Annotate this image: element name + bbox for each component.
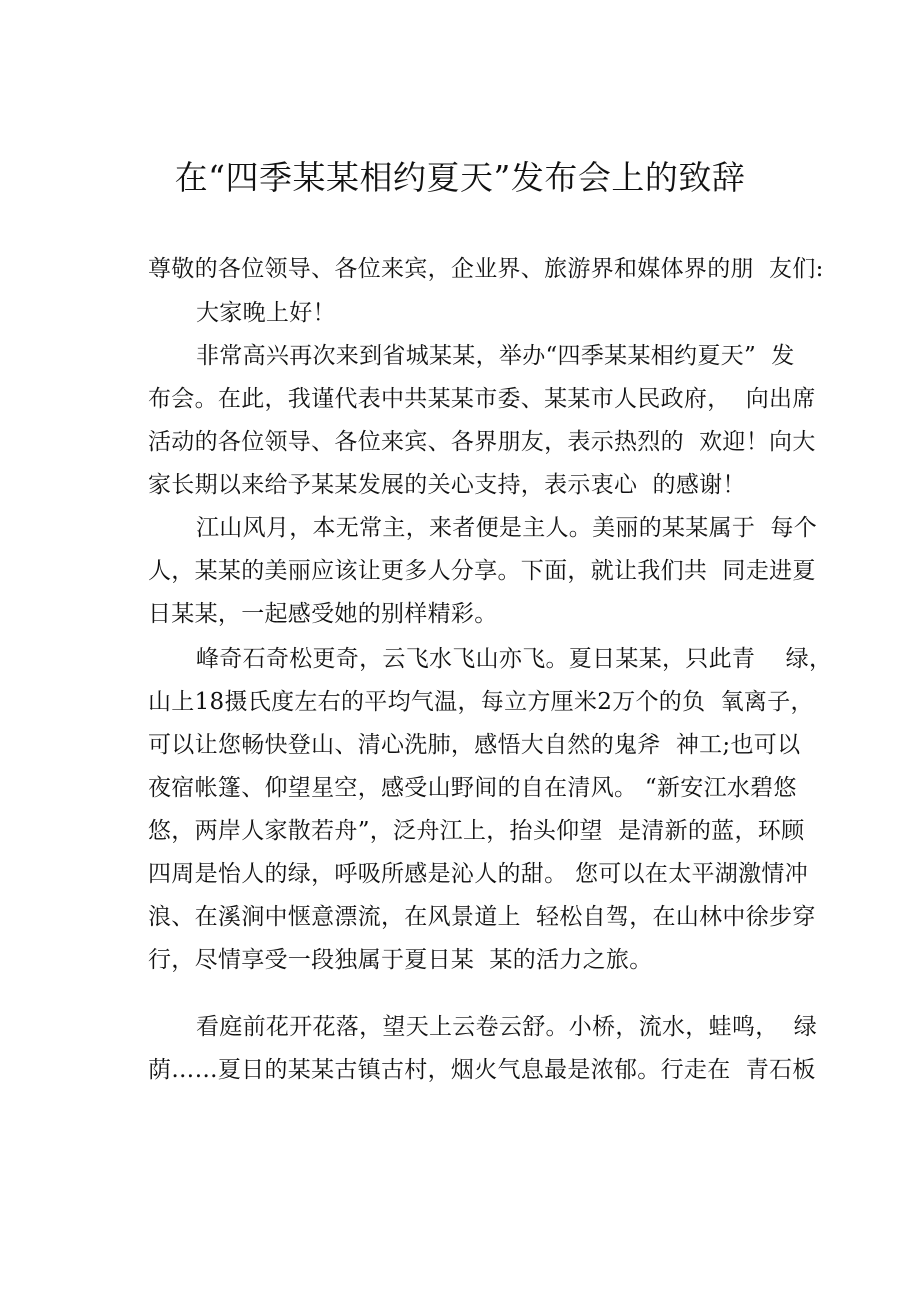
paragraph-4-line-2: 荫……夏日的某某古镇古村，烟火气息最是浓郁。行走在 青石板 [148, 1057, 816, 1083]
paragraph-4-line-1: 看庭前花开花落，望天上云卷云舒。小桥，流水，蛙鸣， 绿 [196, 1014, 818, 1040]
paragraph-3-line-8: 行，尽情享受一段独属于夏日某 某的活力之旅。 [148, 947, 653, 973]
paragraph-3-line-3: 可以让您畅快登山、清心洗肺，感悟大自然的鬼斧 神工;也可以 [148, 732, 801, 758]
paragraph-1-line-2: 布会。在此，我谨代表中共某某市委、某某市人民政府， 向出席 [148, 386, 816, 412]
paragraph-1-line-3: 活动的各位领导、各位来宾、各界朋友，表示热烈的 欢迎！向大 [148, 429, 816, 455]
paragraph-3-line-6: 四周是怡人的绿，呼吸所感是沁人的甜。 您可以在太平湖激情冲 [148, 861, 809, 887]
paragraph-3-line-7: 浪、在溪涧中惬意漂流，在风景道上 轻松自驾，在山林中徐步穿 [148, 904, 816, 930]
paragraph-2-line-2: 人，某某的美丽应该让更多人分享。下面，就让我们共 同走进夏 [148, 558, 816, 584]
paragraph-1-line-4: 家长期以来给予某某发展的关心支持，表示衷心 的感谢！ [148, 472, 746, 498]
paragraph-3-line-1: 峰奇石奇松更奇，云飞水飞山亦飞。夏日某某，只此青 绿， [196, 646, 833, 672]
paragraph-3-line-2: 山上18摄氏度左右的平均气温，每立方厘米2万个的负 氧离子， [148, 689, 814, 715]
paragraph-3-line-5: 悠，两岸人家散若舟”，泛舟江上，抬头仰望 是清新的蓝，环顾 [148, 818, 805, 844]
paragraph-2-line-3: 日某某，一起感受她的别样精彩。 [148, 601, 498, 627]
greeting: 大家晚上好！ [196, 300, 336, 326]
paragraph-1-line-1: 非常高兴再次来到省城某某，举办“四季某某相约夏天” 发 [196, 343, 795, 369]
paragraph-2-line-1: 江山风月，本无常主，来者便是主人。美丽的某某属于 每个 [196, 515, 818, 541]
salutation: 尊敬的各位领导、各位来宾，企业界、旅游界和媒体界的朋 友们: [148, 256, 824, 282]
paragraph-3-line-4: 夜宿帐篷、仰望星空，感受山野间的自在清风。 “新安江水碧悠 [148, 775, 797, 801]
document-title: 在“四季某某相约夏天”发布会上的致辞 [174, 158, 746, 197]
